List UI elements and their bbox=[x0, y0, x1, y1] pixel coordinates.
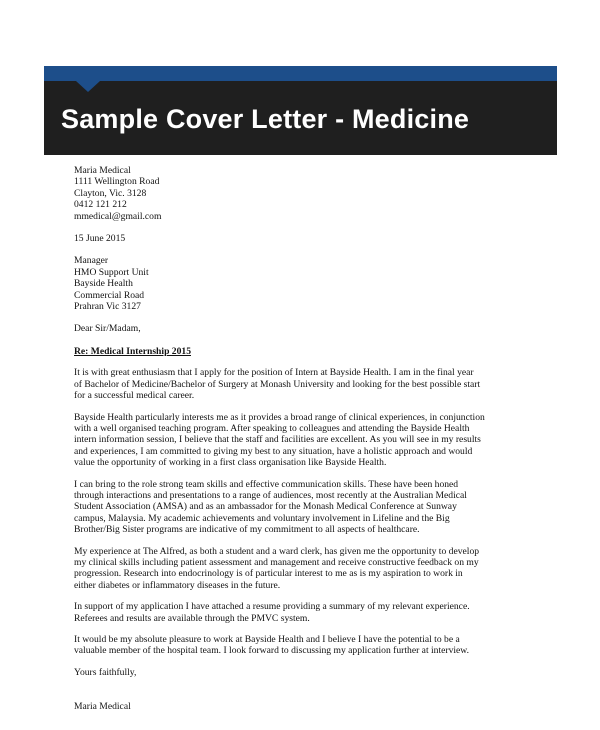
paragraph-line: Referees and results are available through the PMVC system. bbox=[74, 612, 310, 624]
recipient-title: Manager bbox=[74, 255, 109, 267]
closing: Yours faithfully, bbox=[74, 666, 137, 678]
paragraph-6 bbox=[74, 634, 514, 657]
subject-line: Re: Medical Internship 2015 bbox=[74, 345, 191, 357]
recipient-unit: HMO Support Unit bbox=[74, 266, 149, 278]
paragraph-line: intern information session, I believe that the staff and facilities are excellent. As you will see in my results bbox=[74, 434, 481, 446]
paragraph-3 bbox=[74, 479, 514, 536]
paragraph-line: Brother/Big Sister programs are indicative of my commitment to all aspects of healthcare. bbox=[74, 524, 420, 536]
paragraph-line: It would be my absolute pleasure to work at Bayside Health and I believe I have the potential to be a bbox=[74, 634, 460, 645]
paragraph-line: value the opportunity of working in a first class organisation like Bayside Health. bbox=[74, 457, 387, 469]
paragraph-line: I can bring to the role strong team skills and effective communication skills. These have been honed bbox=[74, 478, 459, 490]
sender-name: Maria Medical bbox=[74, 165, 131, 176]
paragraph-line: Bayside Health particularly interests me as it provides a broad range of clinical experiences, in conjunction bbox=[74, 411, 485, 423]
sender-phone: 0412 121 212 bbox=[74, 199, 127, 211]
paragraph-line: In support of my application I have attached a resume providing a summary of my relevant experience. bbox=[74, 601, 470, 613]
recipient-address bbox=[74, 255, 514, 312]
salutation: Dear Sir/Madam, bbox=[74, 323, 141, 335]
paragraph-line: progression. Research into endocrinology is of particular interest to me as is my aspiration to work in bbox=[74, 568, 463, 580]
paragraph-line: My experience at The Alfred, as both a student and a ward clerk, has given me the opportunity to develop bbox=[74, 545, 480, 557]
paragraph-line: valuable member of the hospital team. I look forward to discussing my application further at interview. bbox=[74, 645, 470, 657]
paragraph-1 bbox=[74, 367, 514, 401]
letter-body bbox=[74, 165, 514, 713]
signature-name: Maria Medical bbox=[74, 701, 131, 713]
paragraph-line: It is with great enthusiasm that I apply for the position of Intern at Bayside Health. I am in the final year bbox=[74, 367, 474, 379]
paragraph-line: of Bachelor of Medicine/Bachelor of Surgery at Monash University and looking for the best possible start bbox=[74, 378, 481, 390]
title-banner bbox=[44, 66, 557, 155]
recipient-city: Prahran Vic 3127 bbox=[74, 301, 141, 313]
paragraph-line: through interactions and presentations to a range of audiences, most recently at the Australian Medical bbox=[74, 489, 467, 501]
paragraph-line: with a well organised teaching program. After speaking to colleagues and attending the Bayside Health bbox=[74, 422, 470, 434]
letter-date: 15 June 2015 bbox=[74, 233, 126, 245]
sender-street: 1111 Wellington Road bbox=[74, 176, 160, 188]
sender-email: mmedical@gmail.com bbox=[74, 210, 162, 222]
banner-notch-shape bbox=[76, 81, 100, 92]
paragraph-line: and experiences, I am committed to giving my best to any situation, have a holistic approach and would bbox=[74, 445, 473, 457]
recipient-org: Bayside Health bbox=[74, 278, 133, 290]
paragraph-line: campus, Malaysia. My academic achievements and voluntary involvement in Lifeline and the Big bbox=[74, 512, 450, 524]
paragraph-line: either diabetes or inflammatory diseases in the future. bbox=[74, 579, 281, 591]
paragraph-5 bbox=[74, 601, 514, 624]
paragraph-4 bbox=[74, 546, 514, 592]
paragraph-line: my clinical skills including patient assessment and management and receive constructive feedback on my bbox=[74, 556, 479, 568]
page-title: Sample Cover Letter - Medicine bbox=[61, 104, 470, 134]
paragraph-2 bbox=[74, 412, 514, 469]
paragraph-line: Student Association (AMSA) and as an ambassador for the Monash Medical Conference at Sunway bbox=[74, 501, 457, 513]
sender-address bbox=[74, 165, 514, 222]
paragraph-line: for a successful medical career. bbox=[74, 390, 195, 402]
banner-accent-stripe bbox=[44, 66, 557, 81]
sender-city: Clayton, Vic. 3128 bbox=[74, 187, 147, 199]
recipient-street: Commercial Road bbox=[74, 289, 145, 301]
